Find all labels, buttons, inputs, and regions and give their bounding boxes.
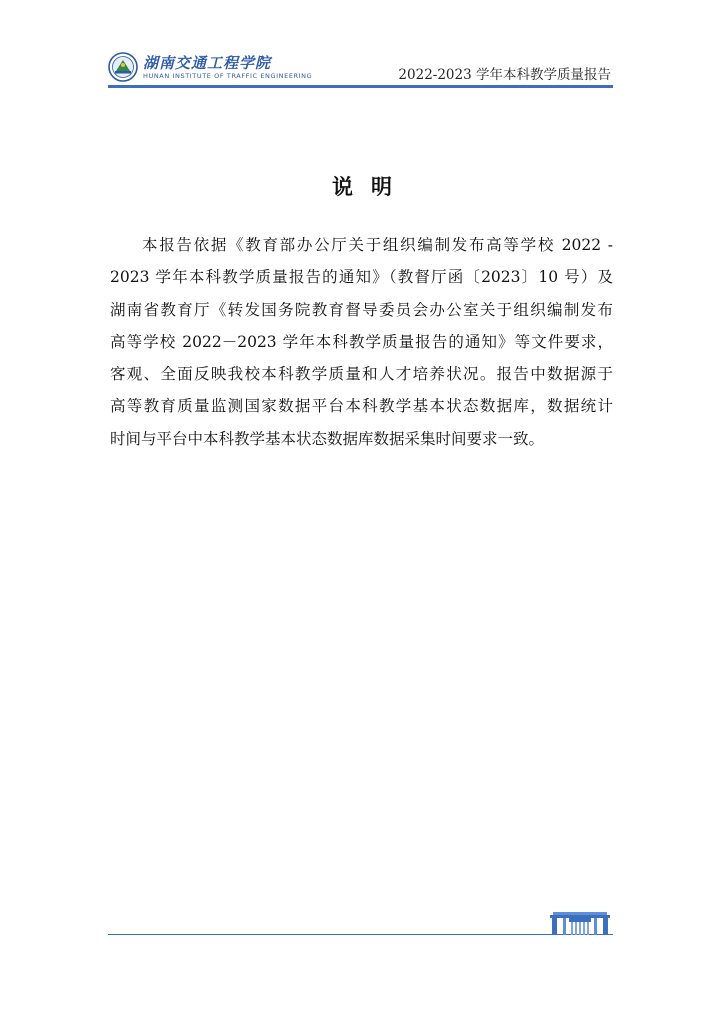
body-line: 高等教育质量监测国家数据平台本科教学基本状态数据库，数据统计 [110,397,613,416]
report-title: 2022-2023 学年本科教学质量报告 [398,67,611,83]
body-line: 时间与平台中本科教学基本状态数据库数据采集时间要求一致。 [110,429,545,448]
page-header [108,46,613,88]
footer-divider [108,934,613,935]
school-name-en: HUNAN INSTITUTE OF TRAFFIC ENGINEERING [143,72,313,80]
campus-gate-icon [547,911,613,936]
body-line: 2023 学年本科教学质量报告的通知》（教督厅函〔2023〕10 号）及 [110,268,613,287]
school-emblem-icon [108,52,138,82]
body-line: 高等学校 2022－2023 学年本科教学质量报告的通知》等文件要求， [110,332,613,351]
body-line: 湖南省教育厅《转发国务院教育督导委员会办公室关于组织编制发布 [110,300,613,319]
page-heading: 说明 [332,175,410,199]
school-name-cn: 湖南交通工程学院 [143,54,272,72]
body-line: 客观、全面反映我校本科教学质量和人才培养状况。报告中数据源于 [110,365,613,384]
body-paragraph [110,229,613,455]
body-line: 本报告依据《教育部办公厅关于组织编制发布高等学校 2022 - [142,236,613,254]
header-divider [108,85,613,88]
